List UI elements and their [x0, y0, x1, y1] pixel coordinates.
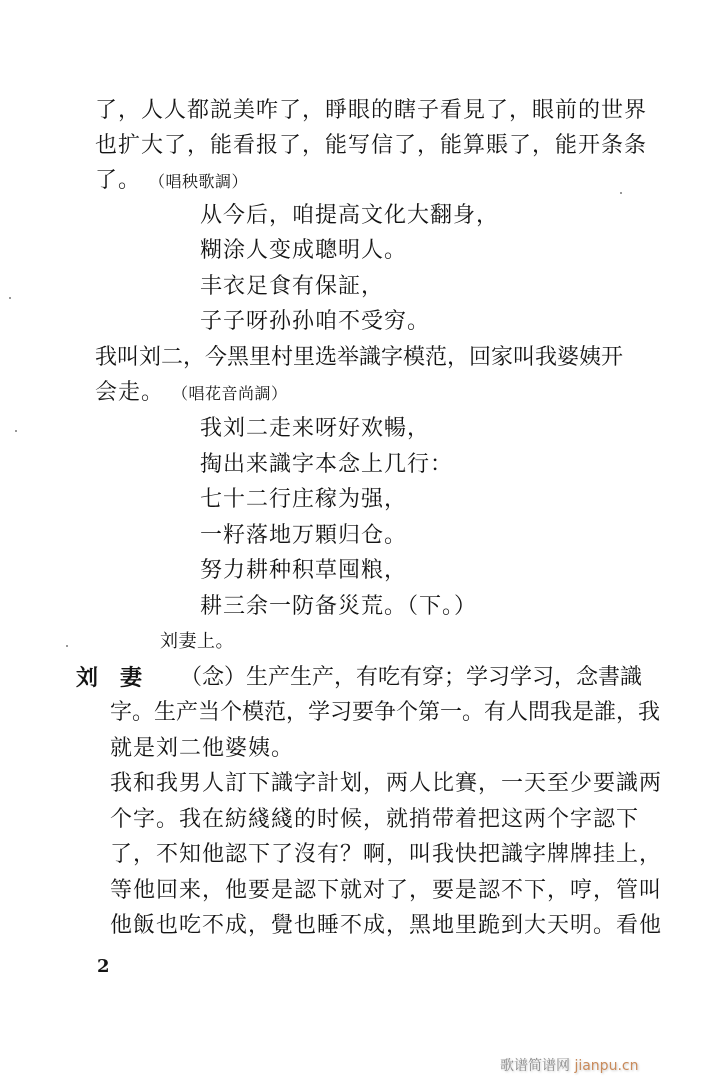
stage-direction: 刘妻上。: [160, 631, 234, 652]
text-line: 了，人人都説美咋了，睜眼的瞎子看見了，眼前的世界: [95, 98, 648, 123]
lyric-line: 糊涂人变成聰明人。: [200, 238, 408, 263]
text-line: [95, 167, 248, 196]
lyric-line: 掏出来識字本念上几行：: [200, 452, 454, 477]
text-line: 就是刘二他婆姨。: [110, 736, 295, 761]
tune-annotation: （唱花音尚調）: [172, 384, 288, 403]
lyric-line: 耕三余一防备災荒。（下。）: [200, 594, 478, 619]
text-line: 我和我男人訂下識字計划，两人比賽，一天至少要識两: [110, 771, 663, 796]
text-line: 他飯也吃不成，覺也睡不成，黑地里跪到大天明。看他: [110, 913, 663, 938]
watermark-domain: jianpu.cn: [574, 1058, 639, 1074]
text-line: 我叫刘二，今黑里村里选举識字模范，回家叫我婆姨开: [95, 345, 624, 370]
text-line: [95, 379, 288, 408]
text-line: 字。生产当个模范，学习要争个第一。有人問我是誰，我: [110, 700, 661, 725]
lyric-line: 从今后，咱提高文化大翻身，: [200, 203, 500, 228]
page-number: 2: [97, 956, 110, 977]
text-line: 个字。我在紡綫綫的时候，就捎带着把这两个字認下: [110, 807, 640, 832]
scan-speck: [620, 192, 622, 194]
text-line: （念）生产生产，有吃有穿；学习学习，念書識: [180, 665, 643, 690]
lyric-line: 我刘二走来呀好欢暢，: [200, 416, 431, 441]
text-line: 了，不知他認下了沒有？啊，叫我快把識字牌牌挂上，: [110, 842, 663, 867]
watermark: [500, 1055, 638, 1075]
speaker-label: 刘 妻: [76, 665, 143, 691]
text-line: 也扩大了，能看报了，能写信了，能算賬了，能开条条: [95, 133, 648, 158]
scan-speck: [15, 430, 17, 432]
watermark-site-name: 歌谱简谱网: [500, 1058, 570, 1074]
lyric-line: 一籽落地万顆归仓。: [200, 523, 408, 548]
lyric-line: 丰衣足食有保証，: [200, 274, 385, 299]
text-line: 等他回来，他要是認下就对了，要是認不下，哼，管叫: [110, 878, 663, 903]
text-fragment: 了。: [95, 168, 142, 193]
lyric-line: 七十二行庄稼为强，: [200, 487, 408, 512]
tune-annotation: （唱秧歌調）: [149, 172, 249, 191]
scan-speck: [9, 297, 11, 299]
scan-speck: [66, 645, 68, 647]
lyric-line: 子子呀孙孙咱不受穷。: [200, 309, 431, 334]
text-fragment: 会走。: [95, 380, 165, 405]
lyric-line: 努力耕种积草囤粮，: [200, 558, 408, 583]
